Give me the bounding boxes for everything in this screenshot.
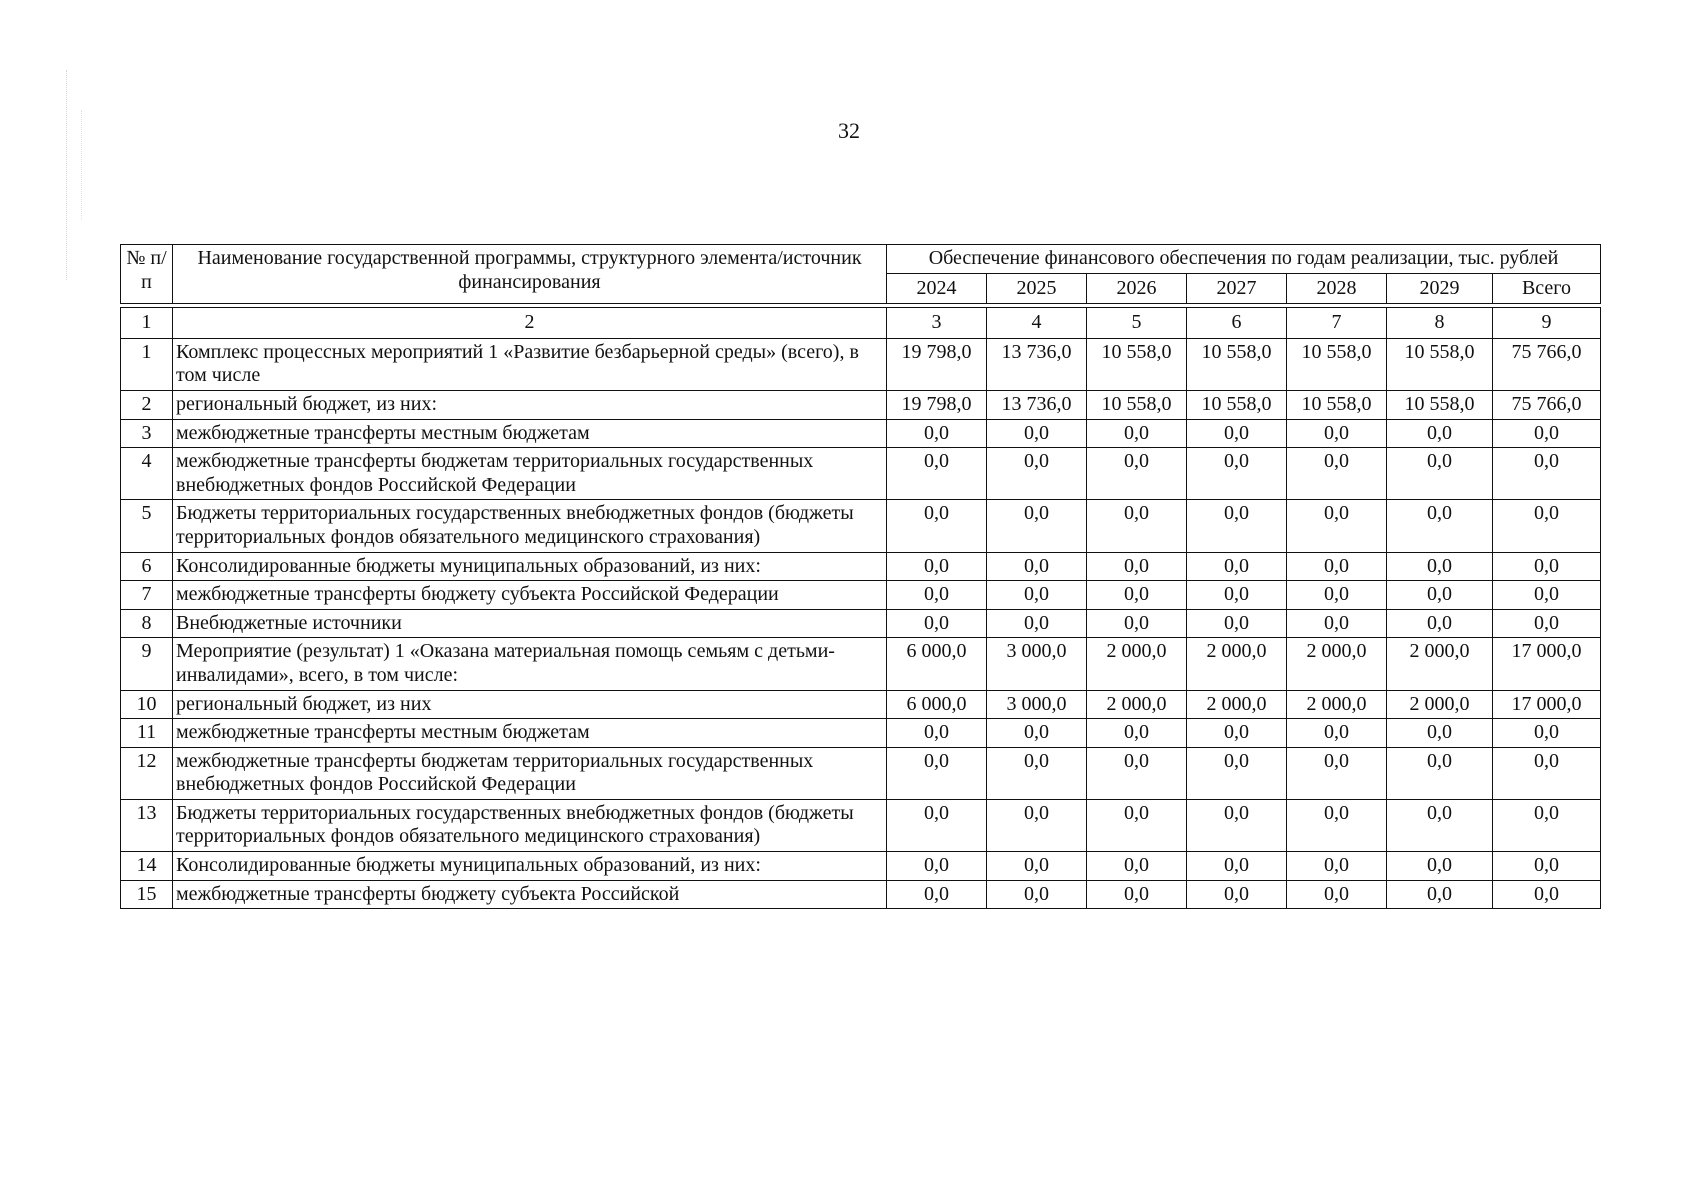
row-value: 0,0 xyxy=(987,552,1087,581)
row-value: 6 000,0 xyxy=(887,690,987,719)
row-number: 10 xyxy=(121,690,173,719)
row-number: 15 xyxy=(121,880,173,909)
year-header-2027: 2027 xyxy=(1187,273,1287,304)
row-name: межбюджетные трансферты бюджету субъекта Российской xyxy=(173,880,887,909)
row-name: региональный бюджет, из них: xyxy=(173,390,887,419)
row-value: 0,0 xyxy=(1087,419,1187,448)
row-value: 0,0 xyxy=(1187,880,1287,909)
row-number: 5 xyxy=(121,500,173,552)
column-number: 3 xyxy=(887,308,987,339)
row-value: 0,0 xyxy=(887,552,987,581)
row-number: 8 xyxy=(121,609,173,638)
row-value: 0,0 xyxy=(1287,609,1387,638)
row-value: 2 000,0 xyxy=(1387,638,1493,690)
budget-table xyxy=(120,244,1601,909)
row-name: межбюджетные трансферты местным бюджетам xyxy=(173,419,887,448)
row-value: 0,0 xyxy=(987,852,1087,881)
table-row xyxy=(121,609,1601,638)
row-name: межбюджетные трансферты бюджету субъекта Российской Федерации xyxy=(173,581,887,610)
row-name: Консолидированные бюджеты муниципальных образований, из них: xyxy=(173,552,887,581)
row-value: 0,0 xyxy=(987,448,1087,500)
row-value: 0,0 xyxy=(1087,852,1187,881)
row-value: 0,0 xyxy=(1187,581,1287,610)
table-row xyxy=(121,690,1601,719)
row-number: 6 xyxy=(121,552,173,581)
row-value: 19 798,0 xyxy=(887,338,987,390)
row-value: 0,0 xyxy=(887,609,987,638)
row-value: 0,0 xyxy=(1187,719,1287,748)
row-value: 0,0 xyxy=(1493,552,1601,581)
row-value: 0,0 xyxy=(1387,500,1493,552)
row-value: 0,0 xyxy=(887,719,987,748)
year-header-2024: 2024 xyxy=(887,273,987,304)
row-value: 0,0 xyxy=(1287,419,1387,448)
row-value: 0,0 xyxy=(1493,609,1601,638)
row-value: 10 558,0 xyxy=(1287,338,1387,390)
row-value: 0,0 xyxy=(987,799,1087,851)
row-value: 0,0 xyxy=(1387,880,1493,909)
row-value: 0,0 xyxy=(1187,799,1287,851)
row-value: 0,0 xyxy=(1087,552,1187,581)
row-value: 2 000,0 xyxy=(1287,690,1387,719)
row-value: 10 558,0 xyxy=(1387,390,1493,419)
row-value: 0,0 xyxy=(987,500,1087,552)
row-value: 0,0 xyxy=(1087,448,1187,500)
row-value: 75 766,0 xyxy=(1493,338,1601,390)
row-number: 4 xyxy=(121,448,173,500)
year-header-2029: 2029 xyxy=(1387,273,1493,304)
row-name: Бюджеты территориальных государственных внебюджетных фондов (бюджеты территориальных фондов обязательного медицинского страхования) xyxy=(173,799,887,851)
row-value: 0,0 xyxy=(1287,581,1387,610)
row-value: 0,0 xyxy=(1187,852,1287,881)
row-value: 0,0 xyxy=(1387,448,1493,500)
table-row xyxy=(121,419,1601,448)
page-number: 32 xyxy=(838,118,860,143)
row-value: 17 000,0 xyxy=(1493,638,1601,690)
row-name: Мероприятие (результат) 1 «Оказана материальная помощь семьям с детьми-инвалидами», всего, в том числе: xyxy=(173,638,887,690)
row-value: 0,0 xyxy=(1187,448,1287,500)
row-value: 6 000,0 xyxy=(887,638,987,690)
row-value: 0,0 xyxy=(887,419,987,448)
row-number: 2 xyxy=(121,390,173,419)
row-number: 1 xyxy=(121,338,173,390)
row-value: 10 558,0 xyxy=(1087,390,1187,419)
column-number: 9 xyxy=(1493,308,1601,339)
row-value: 17 000,0 xyxy=(1493,690,1601,719)
row-value: 0,0 xyxy=(1287,747,1387,799)
row-number: 14 xyxy=(121,852,173,881)
row-value: 0,0 xyxy=(987,880,1087,909)
column-number: 1 xyxy=(121,308,173,339)
row-value: 0,0 xyxy=(1287,719,1387,748)
table-row xyxy=(121,638,1601,690)
row-value: 0,0 xyxy=(987,747,1087,799)
row-value: 0,0 xyxy=(987,581,1087,610)
row-value: 0,0 xyxy=(1287,799,1387,851)
table-row xyxy=(121,852,1601,881)
row-value: 0,0 xyxy=(1187,609,1287,638)
row-number: 7 xyxy=(121,581,173,610)
header-name: Наименование государственной программы, структурного элемента/источник финансирования xyxy=(173,245,887,304)
row-number: 9 xyxy=(121,638,173,690)
column-number: 8 xyxy=(1387,308,1493,339)
row-value: 13 736,0 xyxy=(987,390,1087,419)
row-value: 0,0 xyxy=(1493,799,1601,851)
row-value: 0,0 xyxy=(887,747,987,799)
table-body xyxy=(121,245,1601,909)
header-funding: Обеспечение финансового обеспечения по годам реализации, тыс. рублей xyxy=(887,245,1601,274)
table-row xyxy=(121,552,1601,581)
column-number: 2 xyxy=(173,308,887,339)
row-value: 2 000,0 xyxy=(1187,638,1287,690)
row-value: 0,0 xyxy=(1187,747,1287,799)
row-name: региональный бюджет, из них xyxy=(173,690,887,719)
column-number: 5 xyxy=(1087,308,1187,339)
row-value: 0,0 xyxy=(1287,500,1387,552)
table-row xyxy=(121,747,1601,799)
row-value: 0,0 xyxy=(1387,419,1493,448)
row-value: 0,0 xyxy=(887,880,987,909)
row-value: 0,0 xyxy=(887,852,987,881)
row-value: 0,0 xyxy=(987,719,1087,748)
row-value: 0,0 xyxy=(1387,581,1493,610)
table-row xyxy=(121,719,1601,748)
table-row xyxy=(121,338,1601,390)
year-header-2028: 2028 xyxy=(1287,273,1387,304)
row-value: 0,0 xyxy=(1493,747,1601,799)
row-value: 0,0 xyxy=(1187,552,1287,581)
row-value: 0,0 xyxy=(1087,581,1187,610)
row-value: 0,0 xyxy=(1087,500,1187,552)
row-value: 75 766,0 xyxy=(1493,390,1601,419)
year-header-2025: 2025 xyxy=(987,273,1087,304)
row-name: Консолидированные бюджеты муниципальных образований, из них: xyxy=(173,852,887,881)
row-value: 0,0 xyxy=(987,419,1087,448)
row-value: 2 000,0 xyxy=(1087,690,1187,719)
header-number: № п/п xyxy=(121,245,173,304)
row-value: 0,0 xyxy=(1087,880,1187,909)
table-row xyxy=(121,500,1601,552)
row-value: 0,0 xyxy=(1387,609,1493,638)
row-value: 0,0 xyxy=(1087,609,1187,638)
row-value: 2 000,0 xyxy=(1387,690,1493,719)
row-value: 0,0 xyxy=(1287,552,1387,581)
row-name: Бюджеты территориальных государственных внебюджетных фондов (бюджеты территориальных фондов обязательного медицинского страхования) xyxy=(173,500,887,552)
row-value: 0,0 xyxy=(1387,747,1493,799)
row-number: 13 xyxy=(121,799,173,851)
year-header-2026: 2026 xyxy=(1087,273,1187,304)
table-row xyxy=(121,448,1601,500)
row-value: 10 558,0 xyxy=(1387,338,1493,390)
column-number: 6 xyxy=(1187,308,1287,339)
row-value: 10 558,0 xyxy=(1187,338,1287,390)
row-value: 0,0 xyxy=(1493,419,1601,448)
column-numbers-row xyxy=(121,308,1601,339)
row-value: 0,0 xyxy=(1087,719,1187,748)
row-value: 0,0 xyxy=(887,448,987,500)
row-value: 0,0 xyxy=(887,500,987,552)
row-value: 3 000,0 xyxy=(987,638,1087,690)
row-number: 12 xyxy=(121,747,173,799)
row-value: 10 558,0 xyxy=(1187,390,1287,419)
row-value: 0,0 xyxy=(1493,448,1601,500)
row-value: 0,0 xyxy=(1187,419,1287,448)
year-header-total: Всего xyxy=(1493,273,1601,304)
row-value: 0,0 xyxy=(1387,719,1493,748)
row-name: межбюджетные трансферты бюджетам территориальных государственных внебюджетных фондов Российской Федерации xyxy=(173,448,887,500)
row-name: межбюджетные трансферты бюджетам территориальных государственных внебюджетных фондов Российской Федерации xyxy=(173,747,887,799)
row-value: 0,0 xyxy=(1493,719,1601,748)
row-value: 10 558,0 xyxy=(1087,338,1187,390)
row-value: 0,0 xyxy=(1287,880,1387,909)
table-row xyxy=(121,581,1601,610)
row-value: 0,0 xyxy=(1287,448,1387,500)
column-number: 7 xyxy=(1287,308,1387,339)
row-value: 3 000,0 xyxy=(987,690,1087,719)
row-value: 2 000,0 xyxy=(1287,638,1387,690)
row-value: 0,0 xyxy=(887,799,987,851)
column-number: 4 xyxy=(987,308,1087,339)
row-number: 11 xyxy=(121,719,173,748)
row-value: 0,0 xyxy=(887,581,987,610)
row-value: 0,0 xyxy=(1187,500,1287,552)
row-value: 0,0 xyxy=(1387,852,1493,881)
table-row xyxy=(121,390,1601,419)
row-name: Комплекс процессных мероприятий 1 «Развитие безбарьерной среды» (всего), в том числе xyxy=(173,338,887,390)
row-value: 0,0 xyxy=(1493,880,1601,909)
row-value: 0,0 xyxy=(1493,581,1601,610)
table-row xyxy=(121,799,1601,851)
row-value: 0,0 xyxy=(1387,552,1493,581)
row-name: Внебюджетные источники xyxy=(173,609,887,638)
row-value: 0,0 xyxy=(1493,852,1601,881)
row-value: 19 798,0 xyxy=(887,390,987,419)
row-value: 13 736,0 xyxy=(987,338,1087,390)
row-value: 2 000,0 xyxy=(1187,690,1287,719)
row-name: межбюджетные трансферты местным бюджетам xyxy=(173,719,887,748)
row-value: 0,0 xyxy=(1287,852,1387,881)
row-value: 0,0 xyxy=(1087,747,1187,799)
row-value: 0,0 xyxy=(1387,799,1493,851)
row-value: 0,0 xyxy=(1493,500,1601,552)
row-value: 2 000,0 xyxy=(1087,638,1187,690)
row-number: 3 xyxy=(121,419,173,448)
header-row xyxy=(121,245,1601,274)
row-value: 10 558,0 xyxy=(1287,390,1387,419)
table-row xyxy=(121,880,1601,909)
row-value: 0,0 xyxy=(987,609,1087,638)
row-value: 0,0 xyxy=(1087,799,1187,851)
